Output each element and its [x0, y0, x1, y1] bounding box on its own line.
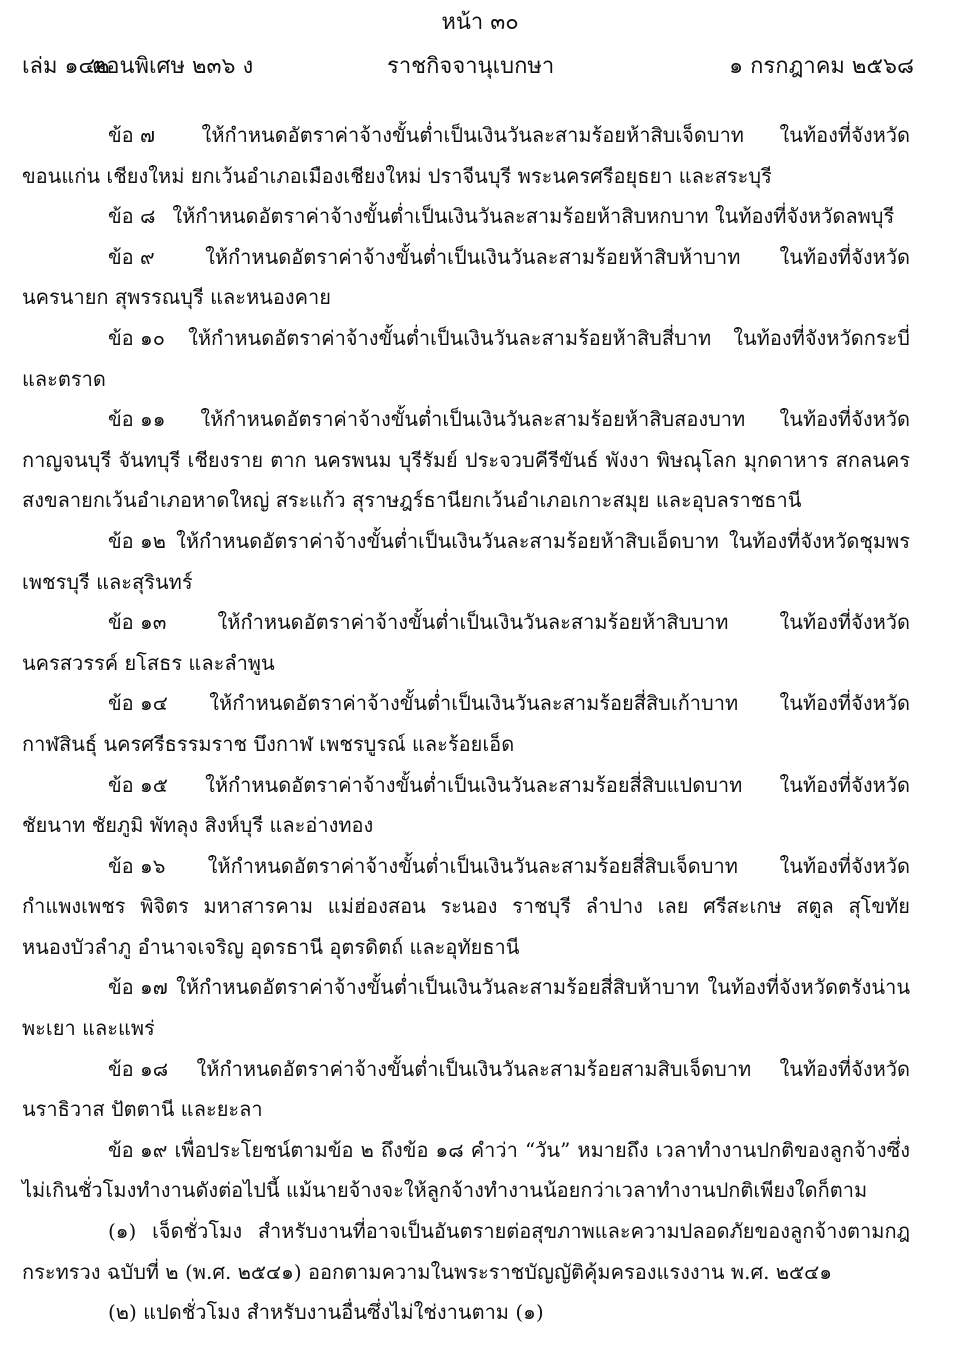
item-label: (๑)	[108, 1219, 137, 1244]
page-number: หน้า ๓๐	[441, 10, 519, 35]
clause-text: ให้กำหนดอัตราค่าจ้างขั้นต่ำเป็นเงินวันละสามร้อยห้าสิบห้าบาท ในท้องที่จังหวัดนครนายก สุพรรณบุรี และหนองคาย	[22, 244, 910, 310]
clause-text: ให้กำหนดอัตราค่าจ้างขั้นต่ำเป็นเงินวันละสามร้อยห้าสิบสองบาท ในท้องที่จังหวัดกาญจนบุรี จันทบุรี เชียงราย ตาก นครพนม บุรีรัมย์ ประจวบคีรีขันธ์ พังงา พิษณุโลก มุกดาหาร สกลนคร สงขลายกเว้นอำเภอหาดใหญ่ สระแก้ว สุราษฎร์ธานียกเว้นอำเภอเกาะสมุย และอุบลราชธานี	[22, 407, 910, 513]
clause-10	[22, 318, 910, 399]
clause-16	[22, 846, 910, 968]
header-date: ๑ กรกฎาคม ๒๕๖๘	[729, 54, 914, 79]
clause-label: ข้อ ๑๔	[108, 691, 168, 716]
clause-7	[22, 115, 910, 196]
sub-item-2	[22, 1292, 910, 1333]
clause-text: ให้กำหนดอัตราค่าจ้างขั้นต่ำเป็นเงินวันละสามร้อยห้าสิบเอ็ดบาท ในท้องที่จังหวัดชุมพร เพชรบุรี และสุรินทร์	[22, 528, 910, 594]
clause-text: ให้กำหนดอัตราค่าจ้างขั้นต่ำเป็นเงินวันละสามร้อยสี่สิบแปดบาท ในท้องที่จังหวัดชัยนาท ชัยภูมิ พัทลุง สิงห์บุรี และอ่างทอง	[22, 772, 910, 838]
clause-text: ให้กำหนดอัตราค่าจ้างขั้นต่ำเป็นเงินวันละสามร้อยสามสิบเจ็ดบาท ในท้องที่จังหวัดนราธิวาส ปัตตานี และยะลา	[22, 1056, 910, 1122]
clause-13	[22, 602, 910, 683]
clause-label: ข้อ ๑๒	[108, 528, 166, 553]
clause-15	[22, 765, 910, 846]
clause-12	[22, 521, 910, 602]
clause-11	[22, 399, 910, 521]
clause-label: ข้อ ๑๓	[108, 610, 167, 635]
clause-text: ให้กำหนดอัตราค่าจ้างขั้นต่ำเป็นเงินวันละสามร้อยห้าสิบหกบาท ในท้องที่จังหวัดลพบุรี	[172, 204, 895, 229]
clause-14	[22, 683, 910, 764]
clause-19	[22, 1130, 910, 1211]
document-body	[22, 115, 910, 1333]
clause-text: ให้กำหนดอัตราค่าจ้างขั้นต่ำเป็นเงินวันละสามร้อยสี่สิบเก้าบาท ในท้องที่จังหวัดกาฬสินธุ์ นครศรีธรรมราช บึงกาฬ เพชรบูรณ์ และร้อยเอ็ด	[22, 691, 911, 756]
clause-label: ข้อ ๗	[108, 123, 156, 147]
clause-text: เพื่อประโยชน์ตามข้อ ๒ ถึงข้อ ๑๘ คำว่า “วัน” หมายถึง เวลาทำงานปกติของลูกจ้างซึ่งไม่เกินชั่วโมงทำงานดังต่อไปนี้ แม้นายจ้างจะให้ลูกจ้างทำงานน้อยกว่าเวลาทำงานปกติเพียงใดก็ตาม	[22, 1137, 910, 1203]
clause-text: ให้กำหนดอัตราค่าจ้างขั้นต่ำเป็นเงินวันละสามร้อยสี่สิบเจ็ดบาท ในท้องที่จังหวัดกำแพงเพชร พิจิตร มหาสารคาม แม่ฮ่องสอน ระนอง ราชบุรี ลำปาง เลย ศรีสะเกษ สตูล สุโขทัย หนองบัวลำภู อำนาจเจริญ อุดรธานี อุตรดิตถ์ และอุทัยธานี	[22, 853, 910, 959]
item-label: (๒)	[108, 1300, 137, 1325]
clause-label: ข้อ ๑๐	[108, 325, 165, 350]
clause-label: ข้อ ๑๕	[108, 772, 168, 797]
sub-item-1	[22, 1211, 910, 1292]
clause-8	[22, 196, 910, 237]
clause-label: ข้อ ๑๘	[108, 1056, 169, 1081]
clause-text: ให้กำหนดอัตราค่าจ้างขั้นต่ำเป็นเงินวันละสามร้อยห้าสิบเจ็ดบาท ในท้องที่จังหวัดขอนแก่น เชียงใหม่ ยกเว้นอำเภอเมืองเชียงใหม่ ปราจีนบุรี พระนครศรีอยุธยา และสระบุรี	[22, 123, 910, 188]
header-publication: ราชกิจจานุเบกษา	[387, 54, 555, 79]
clause-18	[22, 1049, 910, 1130]
clause-label: ข้อ ๘	[108, 204, 156, 229]
item-text: เจ็ดชั่วโมง สำหรับงานที่อาจเป็นอันตรายต่อสุขภาพและความปลอดภัยของลูกจ้างตามกฎกระทรวง ฉบับที่ ๒ (พ.ศ. ๒๕๔๑) ออกตามความในพระราชบัญญัติคุ้มครองแรงงาน พ.ศ. ๒๕๔๑	[22, 1219, 910, 1284]
clause-label: ข้อ ๑๖	[108, 853, 166, 878]
clause-text: ให้กำหนดอัตราค่าจ้างขั้นต่ำเป็นเงินวันละสามร้อยห้าสิบบาท ในท้องที่จังหวัดนครสวรรค์ ยโสธร และลำพูน	[22, 610, 910, 675]
clause-text: ให้กำหนดอัตราค่าจ้างขั้นต่ำเป็นเงินวันละสามร้อยสี่สิบห้าบาท ในท้องที่จังหวัดตรังน่าน พะเยา และแพร่	[22, 975, 910, 1041]
clause-label: ข้อ ๑๑	[108, 407, 166, 432]
item-text: แปดชั่วโมง สำหรับงานอื่นซึ่งไม่ใช่งานตาม (๑)	[143, 1300, 544, 1325]
header-volume: เล่ม ๑๔๒	[22, 54, 110, 79]
clause-17	[22, 967, 910, 1048]
clause-label: ข้อ ๑๗	[108, 975, 168, 1000]
clause-text: ให้กำหนดอัตราค่าจ้างขั้นต่ำเป็นเงินวันละสามร้อยห้าสิบสี่บาท ในท้องที่จังหวัดกระบี่และตราด	[22, 325, 910, 391]
clause-label: ข้อ ๙	[108, 244, 155, 269]
clause-9	[22, 237, 910, 318]
header-issue: ตอนพิเศษ ๒๓๖ ง	[92, 54, 254, 79]
clause-label: ข้อ ๑๙	[108, 1137, 168, 1162]
